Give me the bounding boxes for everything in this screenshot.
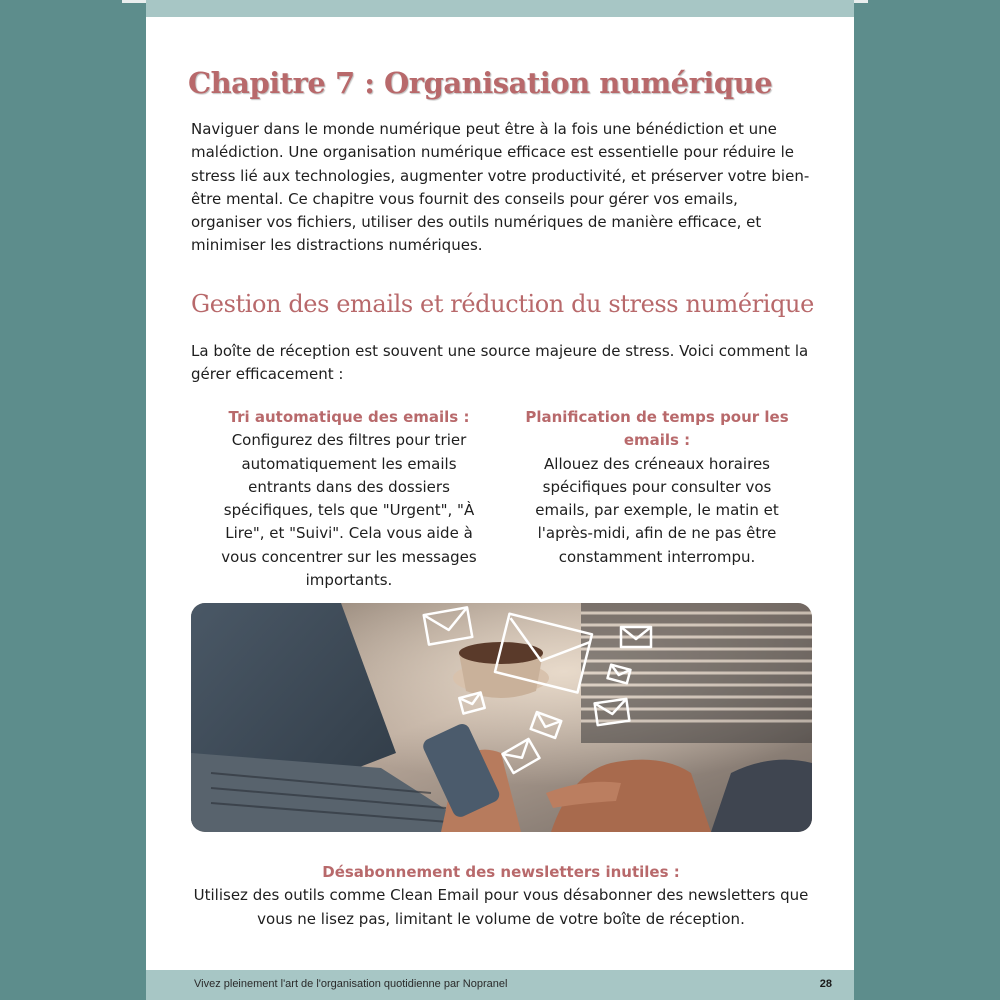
chapter-intro: Naviguer dans le monde numérique peut être à la fois une bénédiction et une malédiction. Une organisation numérique efficace est essentielle pour réduire le stress lié aux technologies, augmenter votre productivité, et préserver votre bien-être mental. Ce chapitre vous fournit des conseils pour gérer vos emails, organiser vos fichiers, utiliser des outils numériques de manière efficace, et minimiser les distractions numériques. <box>191 120 810 255</box>
tip-unsubscribe-body: Utilisez des outils comme Clean Email pour vous désabonner des newsletters que vous ne lisez pas, limitant le volume de votre boîte de réception. <box>193 886 809 928</box>
tip-unsubscribe <box>186 861 816 931</box>
document-page <box>146 0 854 1000</box>
tip-scheduling-body: Allouez des créneaux horaires spécifiques pour consulter vos emails, par exemple, le matin et l'après-midi, afin de ne pas être constamment interrompu. <box>535 454 779 566</box>
page-footer <box>146 970 854 1000</box>
page-number: 28 <box>819 978 832 990</box>
tip-auto-sort-body: Configurez des filtres pour trier automatiquement les emails entrants dans des dossiers spécifiques, tels que "Urgent", "À Lire", et "Suivi". Cela vous aide à vous concentrer sur les messages importants. <box>221 431 477 590</box>
tip-scheduling-title: Planification de temps pour les emails : <box>525 408 789 450</box>
email-photo <box>191 603 812 832</box>
tip-scheduling <box>518 406 796 569</box>
tip-unsubscribe-title: Désabonnement des newsletters inutiles : <box>322 863 680 881</box>
page-top-band <box>146 0 854 17</box>
chapter-title: Chapitre 7 : Organisation numérique <box>188 66 773 100</box>
footer-text: Vivez pleinement l'art de l'organisation quotidienne par Nopranel <box>194 978 508 990</box>
section-title: Gestion des emails et réduction du stress numérique <box>191 290 814 318</box>
tip-auto-sort <box>208 406 490 592</box>
section-intro: La boîte de réception est souvent une source majeure de stress. Voici comment la gérer efficacement : <box>191 342 809 384</box>
tip-auto-sort-title: Tri automatique des emails : <box>228 408 470 426</box>
